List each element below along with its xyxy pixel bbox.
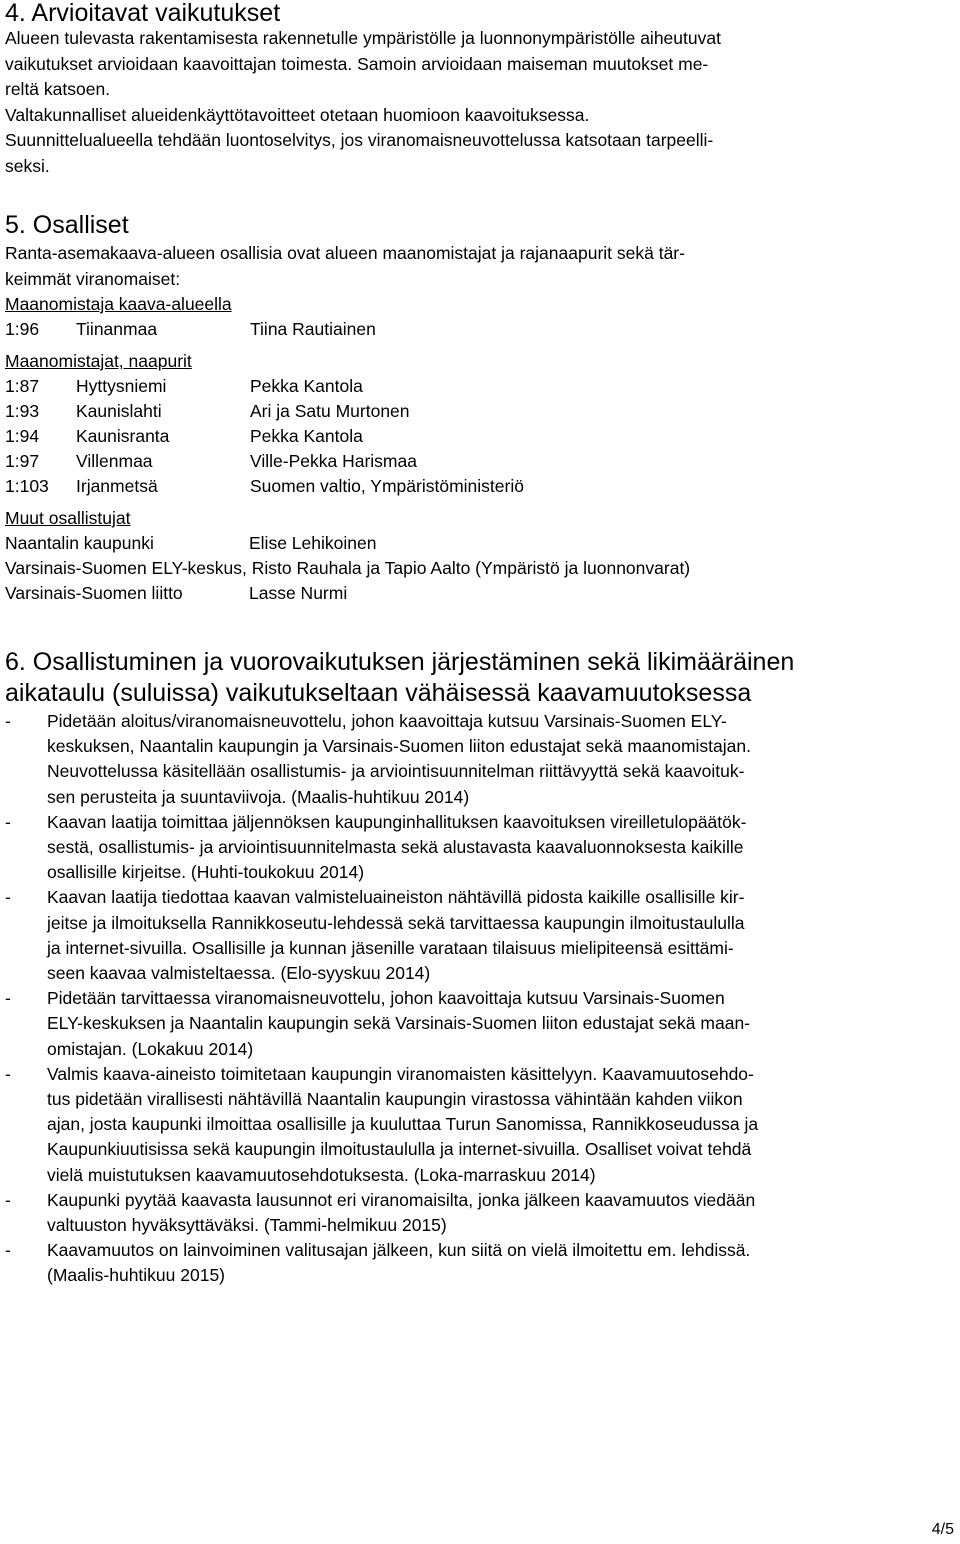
text-line: osallisille kirjeitse. (Huhti-toukokuu 2014)	[47, 862, 365, 883]
text-line: valtuuston hyväksyttäväksi. (Tammi-helmikuu 2015)	[47, 1215, 447, 1236]
text-line: Kaupunki pyytää kaavasta lausunnot eri viranomaisilta, jonka jälkeen kaavamuutos viedään	[47, 1189, 756, 1210]
text-line: vaikutukset arvioidaan kaavoittajan toimesta. Samoin arvioidaan maiseman muutokset me-	[5, 53, 709, 74]
list-item	[5, 986, 945, 1062]
owner-row	[5, 317, 945, 342]
text-line: keimmät viranomaiset:	[5, 268, 181, 289]
dash-bullet: -	[5, 1240, 11, 1261]
section-6	[5, 647, 945, 1289]
section-5	[5, 210, 945, 606]
section-5-heading: 5. Osalliset	[5, 211, 129, 239]
text-line: ja internet-sivuilla. Osallisille ja kunnan jäsenille varataan tilaisuus mielipiteensä esittämi-	[47, 937, 734, 958]
text-line: Suunnittelualueella tehdään luontoselvitys, jos viranomaisneuvottelussa katsotaan tarpeelli-	[5, 130, 714, 150]
text-line: tus pidetään virallisesti nähtävillä Naantalin kaupungin virastossa vähintään kahden viikon	[47, 1089, 743, 1110]
text-line: ajan, josta kaupunki ilmoittaa osallisille ja kuuluttaa Turun Sanomissa, Rannikkoseudussa ja	[47, 1114, 759, 1135]
parcel-name: Hyttysniemi	[76, 376, 167, 396]
parcel-owner: Suomen valtio, Ympäristöministeriö	[250, 476, 524, 496]
neighbors-subheading: Maanomistajat, naapurit	[5, 351, 192, 371]
parcel-id: 1:93	[5, 401, 40, 421]
text-line: seksi.	[5, 155, 50, 176]
text-line: keskuksen, Naantalin kaupungin ja Varsinais-Suomen liiton edustajat sekä maanomistajan.	[47, 736, 751, 757]
text-line: Ranta-asemakaava-alueen osallisia ovat alueen maanomistajat ja rajanaapurit sekä tär-	[5, 243, 685, 263]
parcel-id: 1:94	[5, 426, 40, 446]
parcel-id: 1:96	[5, 319, 40, 339]
parcel-id: 1:103	[5, 476, 49, 496]
text-line: Pidetään tarvittaessa viranomaisneuvottelu, johon kaavoittaja kutsuu Varsinais-Suomen	[47, 988, 725, 1009]
contact-person: Elise Lehikoinen	[249, 533, 377, 553]
other-participant-row	[5, 531, 945, 556]
heading-line: aikataulu (suluissa) vaikutukseltaan vähäisessä kaavamuutoksessa	[5, 679, 752, 707]
page-number: 4/5	[931, 1521, 954, 1538]
dash-bullet: -	[5, 711, 11, 731]
parcel-owner: Pekka Kantola	[250, 426, 363, 446]
neighbor-row	[5, 374, 945, 399]
text-line: sen perusteita ja suuntaviivoja. (Maalis-huhtikuu 2014)	[47, 786, 470, 807]
text-line: Valtakunnalliset alueidenkäyttötavoitteet otetaan huomioon kaavoituksessa.	[5, 104, 590, 125]
organization: Naantalin kaupunki	[5, 533, 154, 553]
heading-line: 6. Osallistuminen ja vuorovaikutuksen järjestäminen sekä likimääräinen	[5, 648, 795, 676]
text-line: Valmis kaava-aineisto toimitetaan kaupungin viranomaisten käsittelyyn. Kaavamuutosehdo-	[47, 1063, 754, 1084]
list-item	[5, 810, 945, 886]
text-line: vielä muistutuksen kaavamuutosehdotuksesta. (Loka-marraskuu 2014)	[47, 1164, 596, 1185]
others-subheading: Muut osallistujat	[5, 508, 131, 528]
dash-bullet: -	[5, 1063, 11, 1084]
text-line: reltä katsoen.	[5, 79, 111, 99]
text-line: Pidetään aloitus/viranomaisneuvottelu, johon kaavoittaja kutsuu Varsinais-Suomen ELY-	[47, 711, 727, 731]
organization: Varsinais-Suomen liitto	[5, 583, 183, 603]
text-line: Kaupunkiuutisissa sekä kaupungin ilmoitustaululla ja internet-sivuilla. Osalliset voivat tehdä	[47, 1139, 752, 1160]
other-participant-row	[5, 556, 945, 581]
section-4-body	[5, 26, 945, 179]
text-line: jeitse ja ilmoituksella Rannikkoseutu-lehdessä sekä tarvittaessa kaupungin ilmoitustaululla	[47, 912, 745, 933]
schedule-list	[5, 709, 945, 1289]
dash-bullet: -	[5, 988, 11, 1009]
dash-bullet: -	[5, 1189, 11, 1210]
list-item	[5, 1062, 945, 1188]
parcel-name: Kaunislahti	[76, 401, 162, 421]
text-line: seen kaavaa valmisteltaessa. (Elo-syyskuu 2014)	[47, 963, 431, 984]
owner-subheading: Maanomistaja kaava-alueella	[5, 294, 232, 314]
text-line: Neuvottelussa käsitellään osallistumis- ja arviointisuunnitelman riittävyyttä sekä kaavoituk-	[47, 761, 745, 782]
parcel-owner: Pekka Kantola	[250, 376, 363, 396]
parcel-owner: Ari ja Satu Murtonen	[250, 401, 410, 421]
parcel-name: Irjanmetsä	[76, 476, 158, 496]
section-5-intro	[5, 241, 945, 292]
neighbor-row	[5, 424, 945, 449]
text-line: Kaavan laatija toimittaa jäljennöksen kaupunginhallituksen kaavoituksen vireilletulopäätök-	[47, 811, 747, 832]
parcel-id: 1:87	[5, 376, 40, 396]
parcel-name: Tiinanmaa	[76, 319, 158, 339]
other-participant-row	[5, 581, 945, 606]
text-line: Kaavamuutos on lainvoiminen valitusajan jälkeen, kun siitä on vielä ilmoitettu em. lehdissä.	[47, 1240, 751, 1261]
parcel-owner: Tiina Rautiainen	[250, 319, 376, 339]
list-item	[5, 885, 945, 986]
neighbor-row	[5, 449, 945, 474]
neighbor-row	[5, 399, 945, 424]
section-4	[5, 0, 945, 179]
text-line: (Maalis-huhtikuu 2015)	[47, 1265, 226, 1286]
text-line: sestä, osallistumis- ja arviointisuunnitelmasta sekä alustavasta kaavaluonnoksesta kaikille	[47, 837, 744, 858]
parcel-owner: Ville-Pekka Harismaa	[250, 451, 417, 471]
dash-bullet: -	[5, 887, 11, 908]
text-line: Kaavan laatija tiedottaa kaavan valmisteluaineiston nähtävillä pidosta kaikille osallisille kir-	[47, 887, 745, 908]
organization: Varsinais-Suomen ELY-keskus, Risto Rauhala ja Tapio Aalto (Ympäristö ja luonnonvarat)	[5, 558, 691, 578]
list-item	[5, 1188, 945, 1238]
text-line: omistajan. (Lokakuu 2014)	[47, 1038, 254, 1059]
contact-person: Lasse Nurmi	[249, 583, 348, 603]
list-item	[5, 1238, 945, 1288]
parcel-id: 1:97	[5, 451, 40, 471]
section-4-heading: 4. Arvioitavat vaikutukset	[5, 0, 281, 27]
text-line: Alueen tulevasta rakentamisesta rakennetulle ympäristölle ja luonnonympäristölle aiheutuvat	[5, 28, 721, 48]
parcel-name: Kaunisranta	[76, 426, 170, 446]
neighbor-row	[5, 474, 945, 499]
parcel-name: Villenmaa	[76, 451, 153, 471]
dash-bullet: -	[5, 811, 11, 832]
list-item	[5, 709, 945, 810]
section-6-heading	[5, 647, 945, 709]
text-line: ELY-keskuksen ja Naantalin kaupungin sekä Varsinais-Suomen liiton edustajat sekä maan-	[47, 1013, 750, 1034]
